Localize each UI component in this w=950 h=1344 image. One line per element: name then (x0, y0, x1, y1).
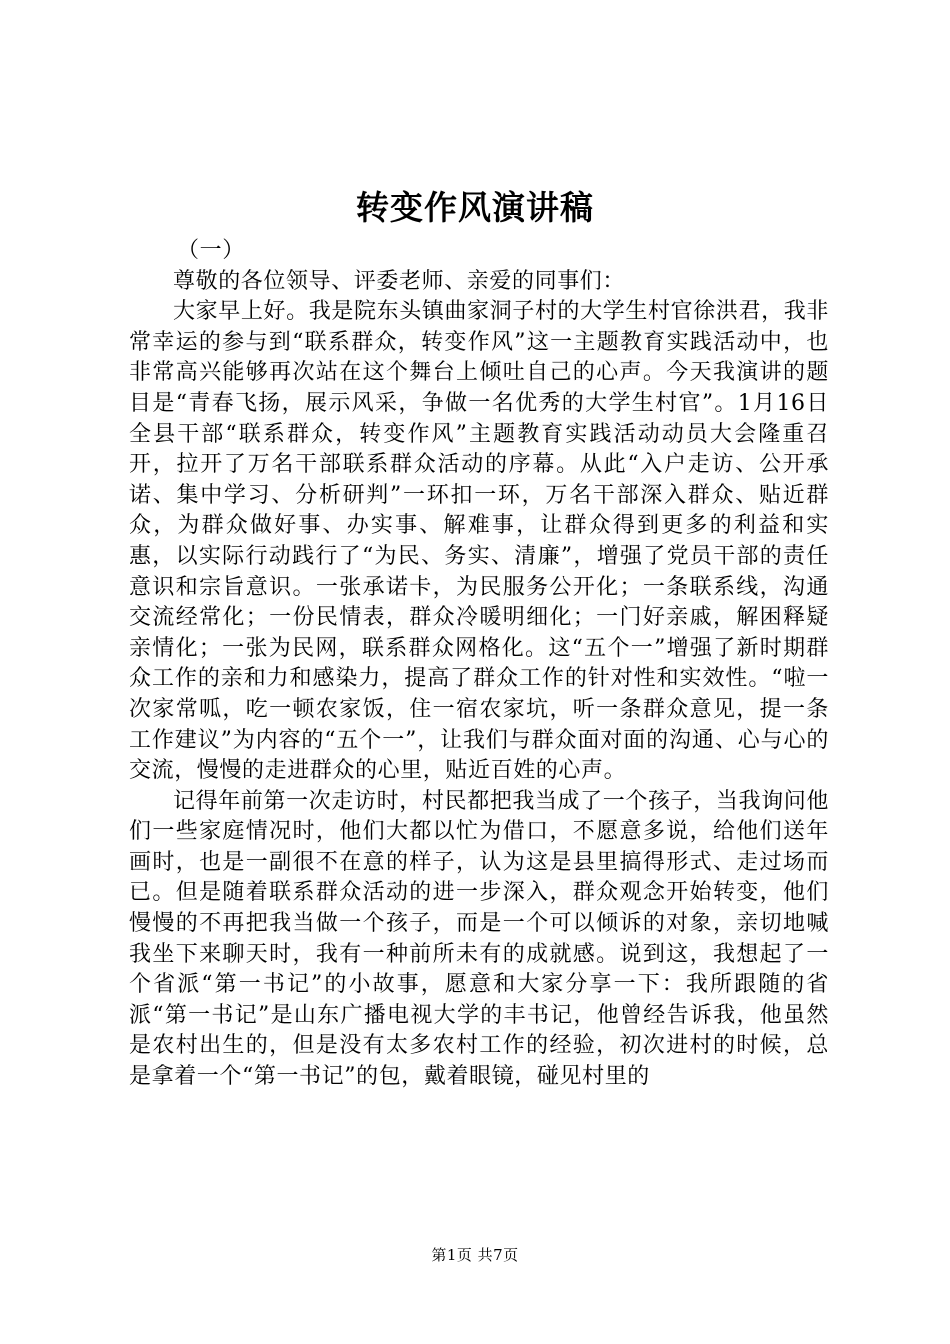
body-paragraph: 大家早上好。我是院东头镇曲家洞子村的大学生村官徐洪君，我非常幸运的参与到“联系群众，转变作风”这一主题教育实践活动中，也非常高兴能够再次站在这个舞台上倾吐自己的心声。今天我演讲的题目是“青春飞扬，展示风采，争做一名优秀的大学生村官”。1月16日全县干部“联系群众，转变作风”主题教育实践活动动员大会隆重召开，拉开了万名干部联系群众活动的序幕。从此“入户走访、公开承诺、集中学习、分析研判”一环扣一环，万名干部深入群众、贴近群众，为群众做好事、办实事、解难事，让群众得到更多的利益和实惠，以实际行动践行了“为民、务实、清廉”，增强了党员干部的责任意识和宗旨意识。一张承诺卡，为民服务公开化；一条联系线，沟通交流经常化；一份民情表，群众冷暖明细化；一门好亲戚，解困释疑亲情化；一张为民网，联系群众网格化。这“五个一”增强了新时期群众工作的亲和力和感染力，提高了群众工作的针对性和实效性。“啦一次家常呱，吃一顿农家饭，住一宿农家坑，听一条群众意见，提一条工作建议”为内容的“五个一”，让我们与群众面对面的沟通、心与心的交流，慢慢的走进群众的心里，贴近百姓的心声。 (129, 299, 829, 784)
document-body (129, 236, 829, 1093)
body-paragraph: 记得年前第一次走访时，村民都把我当成了一个孩子，当我询问他们一些家庭情况时，他们大都以忙为借口，不愿意多说，给他们送年画时，也是一副很不在意的样子，认为这是县里搞得形式、走过场而已。但是随着联系群众活动的进一步深入，群众观念开始转变，他们慢慢的不再把我当做一个孩子，而是一个可以倾诉的对象，亲切地喊我坐下来聊天时，我有一种前所未有的成就感。说到这，我想起了一个省派“第一书记”的小故事，愿意和大家分享一下：我所跟随的省派“第一书记”是山东广播电视大学的丰书记，他曾经告诉我，他虽然是农村出生的，但是没有太多农村工作的经验，初次进村的时候，总是拿着一个“第一书记”的包，戴着眼镜，碰见村里的 (129, 788, 829, 1090)
document-title: 转变作风演讲稿 (356, 188, 594, 227)
salutation-paragraph: 尊敬的各位领导、评委老师、亲爱的同事们： (173, 268, 626, 294)
page-footer: 第1页 共7页 (431, 1246, 519, 1264)
section-heading: （一） (177, 238, 245, 263)
